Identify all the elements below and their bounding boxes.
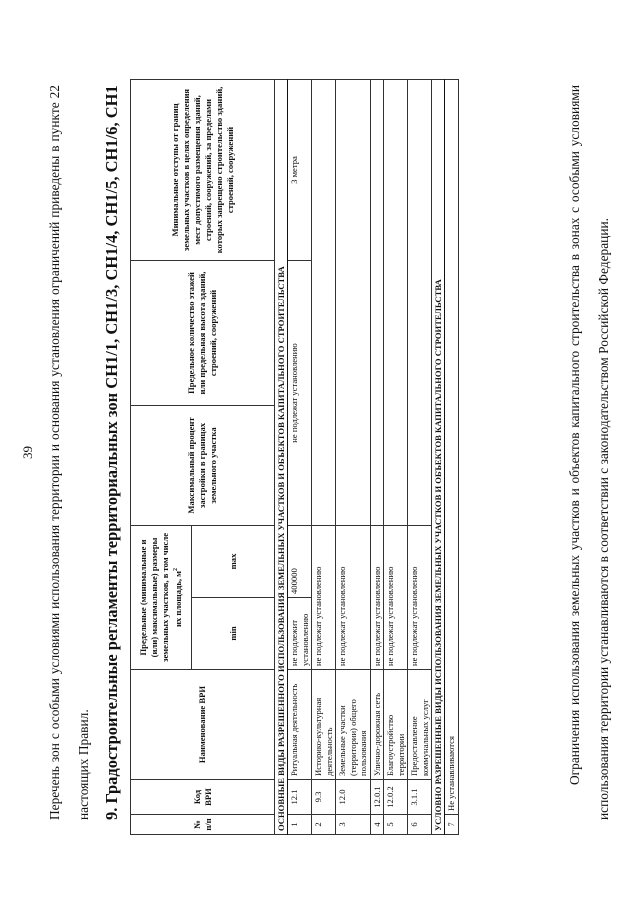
row-empty bbox=[336, 80, 371, 526]
row-code: 12.1 bbox=[288, 780, 312, 815]
row-code: 12.0.2 bbox=[384, 780, 408, 815]
header-code: Код ВРИ bbox=[131, 780, 275, 815]
page-number: 39 bbox=[20, 446, 35, 459]
row-limits: не подлежат установлению bbox=[370, 526, 384, 670]
row-limits: не подлежат установлению bbox=[408, 526, 432, 670]
section-title-main: ОСНОВНЫЕ ВИДЫ РАЗРЕШЕННОГО ИСПОЛЬЗОВАНИЯ ЗЕМЕЛЬНЫХ УЧАСТКОВ И ОБЪЕКТОВ КАПИТАЛЬНОГО СТРОИТЕЛЬСТВА bbox=[275, 80, 288, 835]
header-size bbox=[131, 526, 192, 670]
row-code: 9.3 bbox=[312, 780, 336, 815]
row-min: не подлежит установлению bbox=[288, 598, 312, 670]
row-max: 400000 bbox=[288, 526, 312, 598]
row-name: Улично-дорожная сеть bbox=[370, 670, 384, 780]
row-percent-floors: не подлежат установлению bbox=[288, 261, 312, 526]
row-empty bbox=[370, 80, 384, 526]
header-min: min bbox=[192, 598, 275, 670]
row-code: 12.0.1 bbox=[370, 780, 384, 815]
row-text: Не устанавливаются bbox=[445, 80, 459, 815]
row-code: 12.0 bbox=[336, 780, 371, 815]
table-row bbox=[312, 80, 336, 835]
section-row-main bbox=[275, 80, 288, 835]
table-row bbox=[370, 80, 384, 835]
header-size-text: Предельные (минимальные и (или) максимальные) размеры земельных участков, в том числе их площадь, м bbox=[138, 532, 183, 663]
row-name: Ритуальная деятельность bbox=[288, 670, 312, 780]
section-heading: 9. Градостроительные регламенты территориальных зон СН1/1, СН1/3, СН1/4, СН1/5, СН1/6, СН1 bbox=[102, 85, 121, 820]
row-num: 3 bbox=[336, 815, 371, 835]
row-name: Благоустройство территории bbox=[384, 670, 408, 780]
row-limits: не подлежат установлению bbox=[336, 526, 371, 670]
row-num: 5 bbox=[384, 815, 408, 835]
row-limits: не подлежат установлению bbox=[384, 526, 408, 670]
header-size-sup: 2 bbox=[173, 567, 180, 571]
row-empty bbox=[384, 80, 408, 526]
header-num: № п/п bbox=[131, 815, 275, 835]
intro-paragraph: Перечень зон с особыми условиями использования территории и основания установления ограничений приведены в пункте 22 настоящих Правил. bbox=[47, 85, 91, 820]
row-empty bbox=[312, 80, 336, 526]
header-name: Наименование ВРИ bbox=[131, 670, 275, 780]
row-setback: 3 метра bbox=[288, 80, 312, 261]
regulations-table bbox=[130, 79, 459, 835]
closing-paragraph: Ограничения использования земельных участков и объектов капитального строительства в зонах с особыми условиями использования территории устанавливаются в соответствии с законодательством Российской Федерации. bbox=[567, 85, 611, 820]
row-empty bbox=[408, 80, 432, 526]
table-row bbox=[336, 80, 371, 835]
table-row bbox=[288, 80, 312, 835]
row-num: 1 bbox=[288, 815, 312, 835]
header-floors: Предельное количество этажей или предельная высота зданий, строений, сооружений bbox=[131, 261, 275, 406]
row-limits: не подлежат установлению bbox=[312, 526, 336, 670]
section-title-conditional: УСЛОВНО РАЗРЕШЕННЫЕ ВИДЫ ИСПОЛЬЗОВАНИЯ ЗЕМЕЛЬНЫХ УЧАСТКОВ И ОБЪЕКТОВ КАПИТАЛЬНОГО СТРОИТЕЛЬСТВА bbox=[432, 80, 445, 835]
section-row-conditional bbox=[432, 80, 445, 835]
row-num: 6 bbox=[408, 815, 432, 835]
row-name: Земельные участки (территории) общего пользования bbox=[336, 670, 371, 780]
table-row bbox=[408, 80, 432, 835]
row-num: 7 bbox=[445, 815, 459, 835]
header-max: max bbox=[192, 526, 275, 598]
row-code: 3.1.1 bbox=[408, 780, 432, 815]
row-num: 2 bbox=[312, 815, 336, 835]
row-name: Предоставление коммунальных услуг bbox=[408, 670, 432, 780]
row-num: 4 bbox=[370, 815, 384, 835]
table-row bbox=[445, 80, 459, 835]
row-name: Историко-культурная деятельность bbox=[312, 670, 336, 780]
table-header-row bbox=[131, 80, 192, 835]
header-percent: Максимальный процент застройки в границах земельного участка bbox=[131, 406, 275, 526]
table-row bbox=[384, 80, 408, 835]
header-setback: Минимальные отступы от границ земельных участков в целях определения мест допустимого размещения зданий, строений, сооружений, за пределами которых запрещено строительство зданий, строений, сооружений bbox=[131, 80, 275, 261]
